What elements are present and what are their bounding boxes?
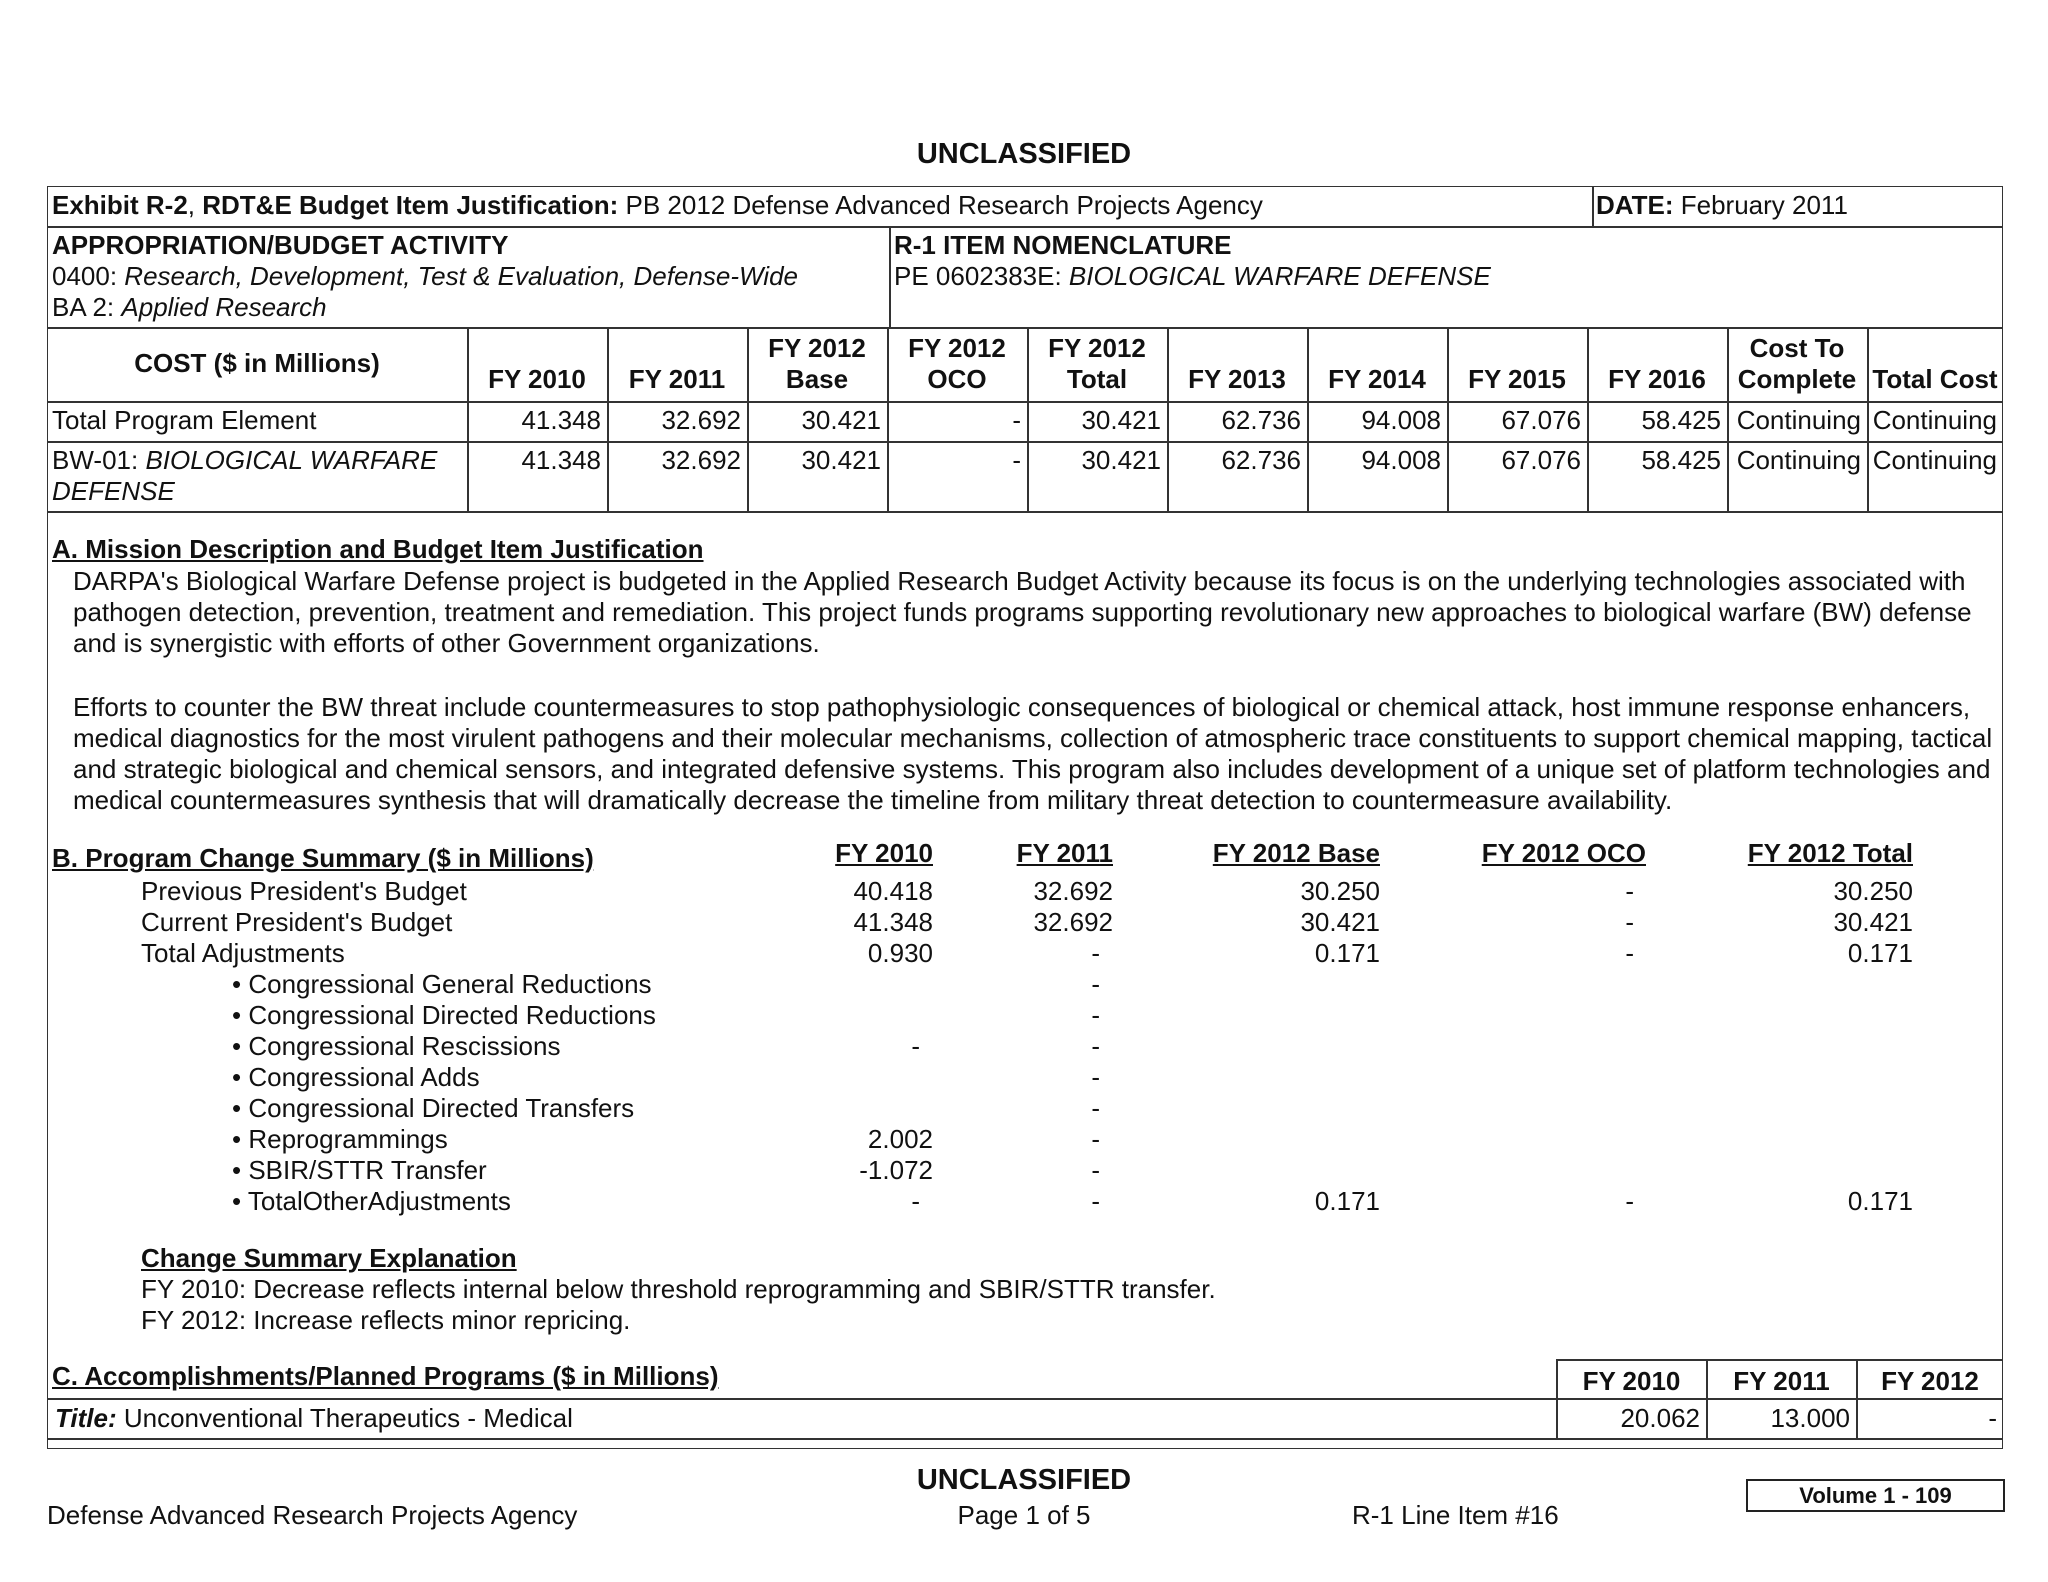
section-c-value-fy2010: 20.062	[1620, 1403, 1700, 1433]
cost-col-header-line2: FY 2013	[1188, 364, 1286, 394]
footer-volume: Volume 1 - 109	[1746, 1479, 2005, 1512]
cost-cell: 30.421	[801, 445, 881, 475]
cost-cell: -	[1012, 405, 1021, 435]
date-field: DATE: February 2011	[1596, 190, 1848, 220]
section-b-cell: 41.348	[853, 907, 933, 937]
section-b-col-header: FY 2012 Total	[1747, 838, 1913, 868]
section-b-cell: -	[1091, 1155, 1100, 1185]
section-b-cell: -	[1625, 876, 1634, 906]
cost-cell: 30.421	[1081, 445, 1161, 475]
section-b-row-label: Total Adjustments	[141, 938, 345, 968]
section-b-cell: -	[911, 1186, 920, 1216]
classification-bottom: UNCLASSIFIED	[916, 1464, 1132, 1496]
section-b-row-label: Previous President's Budget	[141, 876, 467, 906]
cost-cell: 94.008	[1361, 445, 1441, 475]
cost-cell: -	[1012, 445, 1021, 475]
section-c-value-fy2012: -	[1988, 1403, 1997, 1433]
section-c-col-fy2012: FY 2012	[1881, 1366, 1979, 1396]
section-c-value-fy2011: 13.000	[1770, 1403, 1850, 1433]
row-name-code: BW-01:	[52, 445, 146, 475]
section-b-row-label: • Congressional General Reductions	[232, 969, 652, 999]
section-b-cell: -	[1091, 1124, 1100, 1154]
footer-page: Page 1 of 5	[957, 1500, 1091, 1530]
section-b-cell: 30.421	[1300, 907, 1380, 937]
section-b-cell: -	[1091, 1031, 1100, 1061]
table-rule	[47, 441, 2003, 443]
cost-cell: 58.425	[1641, 445, 1721, 475]
section-b-cell: -	[1625, 1186, 1634, 1216]
cost-cell: Continuing	[1736, 405, 1861, 435]
section-b-row-label: • Congressional Rescissions	[232, 1031, 561, 1061]
section-b-cell: -1.072	[859, 1155, 933, 1185]
section-b-col-header: FY 2012 OCO	[1481, 838, 1646, 868]
section-b-col-header: FY 2012 Base	[1212, 838, 1380, 868]
section-b-cell: 30.250	[1300, 876, 1380, 906]
exhibit-title: Exhibit R-2, RDT&E Budget Item Justification: PB 2012 Defense Advanced Research Projects Agency	[52, 190, 1263, 220]
change-summary-line-1: FY 2010: Decrease reflects internal below threshold reprogramming and SBIR/STTR transfer.	[141, 1274, 1216, 1304]
cost-cell: 32.692	[661, 405, 741, 435]
section-b-row-label: • Congressional Directed Transfers	[232, 1093, 635, 1123]
cost-col-header-line1: FY 2012	[1048, 333, 1146, 363]
section-b-row-label: • Congressional Directed Reductions	[232, 1000, 656, 1030]
r1-label: R-1 ITEM NOMENCLATURE	[894, 230, 1232, 260]
section-c-title-row: Title: Unconventional Therapeutics - Medical	[55, 1403, 573, 1433]
section-c-col-fy2011: FY 2011	[1733, 1366, 1830, 1396]
cost-col-header-line2: FY 2014	[1328, 364, 1426, 394]
cost-col-header-line1: FY 2012	[768, 333, 866, 363]
section-b-cell: 0.171	[1314, 1186, 1380, 1216]
cost-col-header-line2: FY 2011	[628, 364, 726, 394]
row-name-italic-line2: DEFENSE	[52, 476, 175, 506]
cost-row-name	[52, 445, 462, 507]
section-a-paragraph-2: Efforts to counter the BW threat include countermeasures to stop pathophysiologic consequences of biological or chemical attack, host immune response enhancers, medical diagnostics for the most virulent pathogens and their molecular mechanisms, collection of atmospheric trace constituents to support chemical mapping, tactical and strategic biological and chemical sensors, and integrated defensive systems. This program also includes development of a unique set of platform technologies and medical countermeasures synthesis that will dramatically decrease the timeline from military threat detection to countermeasure availability.	[73, 692, 1993, 815]
section-b-col-header: FY 2011	[1016, 838, 1113, 868]
section-b-cell: 32.692	[1033, 876, 1113, 906]
cost-col-header-line2: FY 2010	[488, 364, 586, 394]
section-b-cell: -	[1091, 1062, 1100, 1092]
row-name-italic: BIOLOGICAL WARFARE	[145, 445, 438, 475]
footer-line-item: R-1 Line Item #16	[1352, 1500, 1559, 1530]
cost-col-header-line1: Cost To	[1749, 333, 1845, 363]
cost-col-header-line2: Total	[1066, 364, 1128, 394]
section-b-cell: 30.250	[1833, 876, 1913, 906]
r1-pe: PE 0602383E: BIOLOGICAL WARFARE DEFENSE	[894, 261, 1491, 291]
section-a-title: A. Mission Description and Budget Item Justification	[52, 534, 704, 564]
cost-cell: 62.736	[1221, 445, 1301, 475]
cost-cell: 94.008	[1361, 405, 1441, 435]
section-b-col-header: FY 2010	[835, 838, 933, 868]
cost-col-header-line2: OCO	[927, 364, 987, 394]
section-b-cell: -	[1091, 969, 1100, 999]
section-c-col-fy2010: FY 2010	[1582, 1366, 1681, 1396]
appropriation-line1: 0400: Research, Development, Test & Evaluation, Defense-Wide	[52, 261, 798, 291]
cost-col-header-line2: FY 2015	[1468, 364, 1566, 394]
section-b-cell: -	[1091, 1000, 1100, 1030]
cost-cell: Continuing	[1872, 405, 1997, 435]
section-b-cell: 0.171	[1847, 938, 1913, 968]
cost-header-label: COST ($ in Millions)	[134, 348, 380, 378]
change-summary-line-2: FY 2012: Increase reflects minor repricing.	[141, 1305, 631, 1335]
cost-cell: 67.076	[1501, 445, 1581, 475]
section-b-row-label: • SBIR/STTR Transfer	[232, 1155, 487, 1185]
cost-cell: 30.421	[801, 405, 881, 435]
section-b-cell: 0.930	[867, 938, 933, 968]
row-name-text: Total Program Element	[52, 405, 317, 435]
section-b-cell: 40.418	[853, 876, 933, 906]
section-b-cell: 0.171	[1847, 1186, 1913, 1216]
cost-cell: Continuing	[1736, 445, 1861, 475]
cost-col-header-line2: Complete	[1737, 364, 1857, 394]
table-rule	[47, 401, 2003, 403]
section-b-cell: -	[1625, 938, 1634, 968]
cost-col-header-line1: FY 2012	[908, 333, 1006, 363]
cost-cell: 62.736	[1221, 405, 1301, 435]
cost-cell: 41.348	[521, 445, 601, 475]
section-b-row-label: Current President's Budget	[141, 907, 453, 937]
section-b-cell: -	[1091, 1186, 1100, 1216]
appropriation-line2: BA 2: Applied Research	[52, 292, 327, 322]
section-b-row-label: • Congressional Adds	[232, 1062, 480, 1092]
section-b-row-label: • TotalOtherAdjustments	[232, 1186, 511, 1216]
section-b-cell: 30.421	[1833, 907, 1913, 937]
appropriation-label: APPROPRIATION/BUDGET ACTIVITY	[52, 230, 509, 260]
section-b-cell: 2.002	[867, 1124, 933, 1154]
section-b-cell: -	[1625, 907, 1634, 937]
section-b-cell: -	[1091, 938, 1100, 968]
section-a-paragraph-1: DARPA's Biological Warfare Defense project is budgeted in the Applied Research Budget Activity because its focus is on the underlying technologies associated with pathogen detection, prevention, treatment and remediation. This project funds programs supporting revolutionary new approaches to biological warfare (BW) defense and is synergistic with efforts of other Government organizations.	[73, 566, 1972, 658]
cost-col-header-line2: Base	[785, 364, 849, 394]
section-b-title: B. Program Change Summary ($ in Millions)	[52, 843, 594, 873]
change-summary-title: Change Summary Explanation	[141, 1243, 517, 1273]
classification-top: UNCLASSIFIED	[916, 138, 1132, 170]
cost-col-header-line2: FY 2016	[1608, 364, 1706, 394]
section-b-cell: -	[1091, 1093, 1100, 1123]
cost-cell: 30.421	[1081, 405, 1161, 435]
cost-row-name	[52, 405, 462, 436]
section-b-cell: 0.171	[1314, 938, 1380, 968]
section-b-cell: 32.692	[1033, 907, 1113, 937]
cost-cell: Continuing	[1872, 445, 1997, 475]
section-b-cell: -	[911, 1031, 920, 1061]
cost-col-header-line2: Total Cost	[1872, 364, 1998, 394]
cost-cell: 58.425	[1641, 405, 1721, 435]
cost-cell: 41.348	[521, 405, 601, 435]
footer-agency: Defense Advanced Research Projects Agency	[47, 1500, 578, 1530]
table-rule	[47, 511, 2003, 513]
cost-cell: 67.076	[1501, 405, 1581, 435]
section-c-title: C. Accomplishments/Planned Programs ($ in Millions)	[52, 1361, 719, 1391]
section-b-row-label: • Reprogrammings	[232, 1124, 448, 1154]
cost-cell: 32.692	[661, 445, 741, 475]
